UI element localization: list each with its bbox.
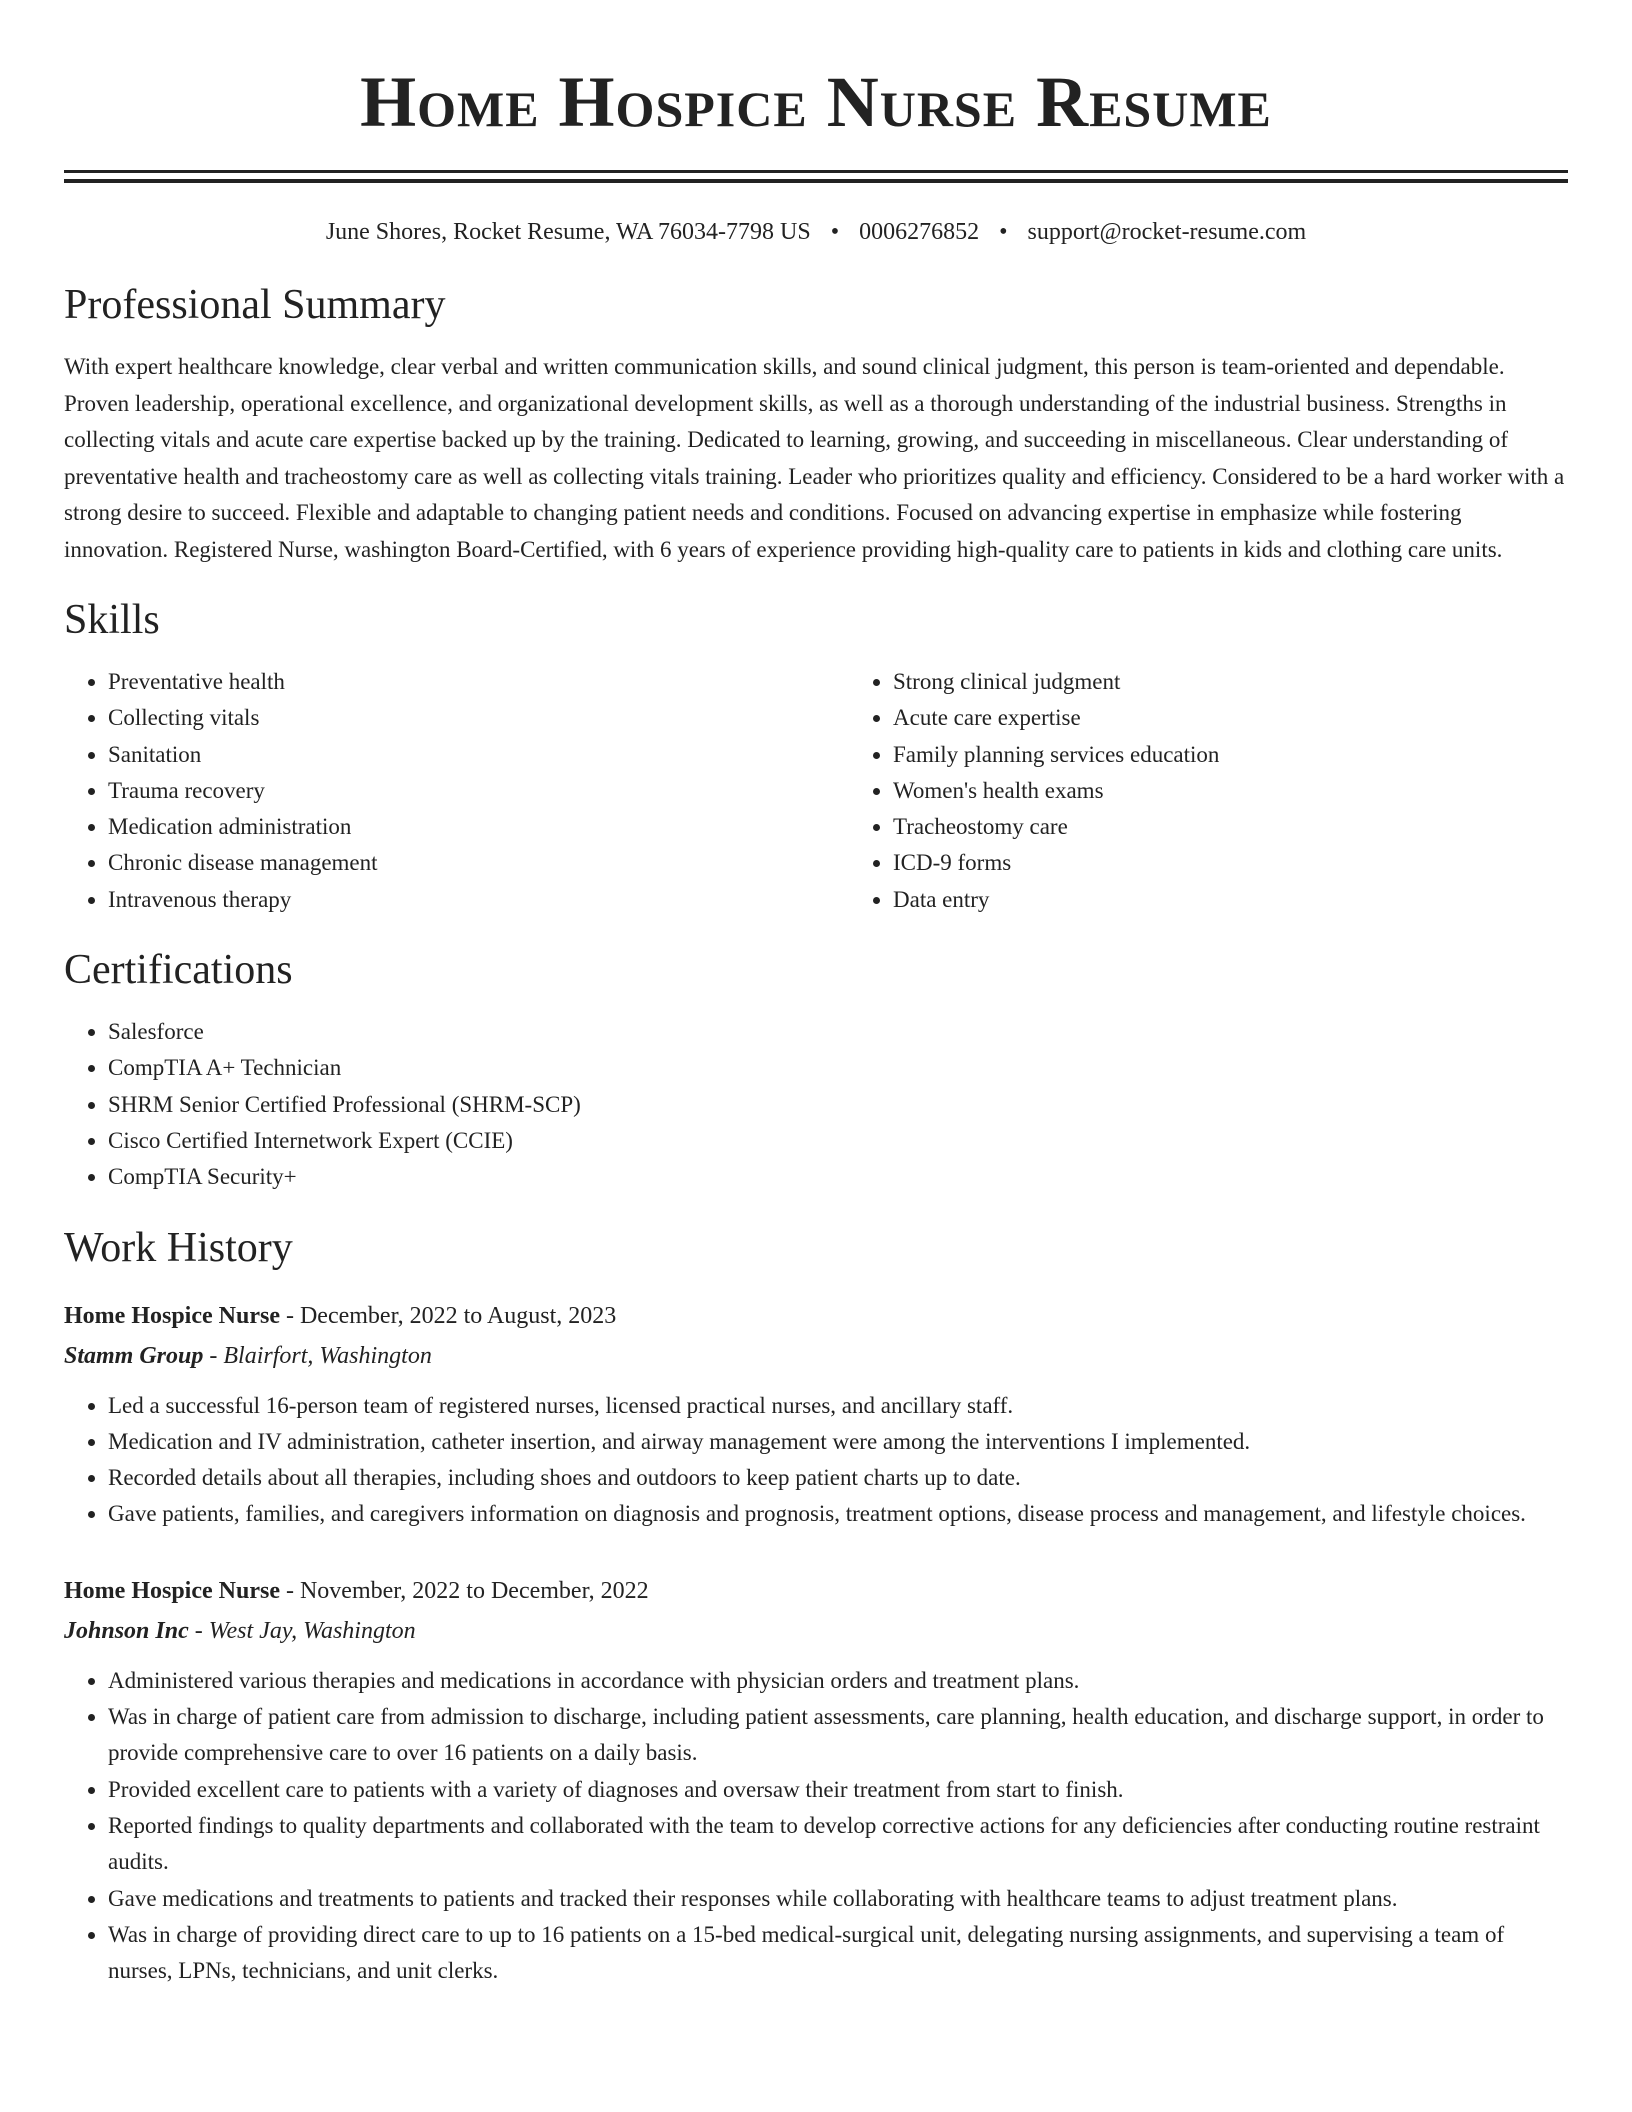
summary-paragraph: With expert healthcare knowledge, clear verbal and written communication skills, and sound clinical judgment, this person is team-oriented and dependable. Proven leadership, operational excellence, and organizational development skills, as well as a thorough understanding of the industrial business. Strengths in collecting vitals and acute care expertise backed up by the training. Dedicated to learning, growing, and succeeding in miscellaneous. Clear understanding of preventative health and tracheostomy care as well as collecting vitals training. Leader who prioritizes quality and efficiency. Considered to be a hard worker with a strong desire to succeed. Flexible and adaptable to changing patient needs and conditions. Focused on advancing expertise in emphasize while fostering innovation. Registered Nurse, washington Board-Certified, with 6 years of experience providing high-quality care to patients in kids and clothing care units. [64,354,1565,562]
job-company-line [64,1336,1568,1376]
job-duty-item: • Provided excellent care to patients with a variety of diagnoses and oversaw their treatment from start to finish. [108,1772,1568,1808]
job-location: Blairfort, Washington [223,1342,432,1369]
skill-item: • Trauma recovery [108,773,849,809]
skill-item: • Chronic disease management [108,845,849,881]
job-duty-item: • Was in charge of patient care from admission to discharge, including patient assessments, care planning, health education, and discharge support, in order to provide comprehensive care to over 16 patients on a daily basis. [108,1699,1568,1772]
job-title-line [64,1296,1568,1336]
job-dash: - [279,1302,300,1329]
job-company: Johnson Inc [64,1617,189,1644]
job-company: Stamm Group [64,1342,204,1369]
skills-list-left [64,664,849,918]
job-duty-item: • Medication and IV administration, catheter insertion, and airway management were among the interventions I implemented. [108,1424,1568,1460]
certification-item: • SHRM Senior Certified Professional (SHRM-SCP) [108,1087,1568,1123]
certifications-list [64,1014,1568,1195]
skill-item: • Acute care expertise [893,700,1568,736]
skill-item: • Women's health exams [893,773,1568,809]
contact-separator: • [999,219,1008,245]
skill-item: • ICD-9 forms [893,845,1568,881]
certification-item: • Cisco Certified Internetwork Expert (CCIE) [108,1123,1568,1159]
skill-item: • Intravenous therapy [108,882,849,918]
job-title: Home Hospice Nurse [64,1577,280,1604]
skill-item: • Collecting vitals [108,700,849,736]
certification-item: • CompTIA A+ Technician [108,1050,1568,1086]
job-title: Home Hospice Nurse [64,1302,280,1329]
skill-item: • Tracheostomy care [893,809,1568,845]
job-dash: - [203,1342,224,1369]
job-duties-list [64,1663,1568,1990]
contact-phone: 0006276852 [859,219,980,245]
job-dates: December, 2022 to August, 2023 [299,1302,617,1329]
job-duty-item: • Reported findings to quality departments and collaborated with the team to develop corrective actions for any deficiencies after conducting routine restraint audits. [108,1808,1568,1881]
certification-item: • CompTIA Security+ [108,1159,1568,1195]
contact-line [64,217,1568,247]
skill-item: • Data entry [893,882,1568,918]
job-location: West Jay, Washington [208,1617,416,1644]
job-duty-item: • Gave patients, families, and caregivers information on diagnosis and prognosis, treatment options, disease process and management, and lifestyle choices. [108,1496,1568,1532]
job-duty-item: • Gave medications and treatments to patients and tracked their responses while collaborating with healthcare teams to adjust treatment plans. [108,1881,1568,1917]
contact-address: June Shores, Rocket Resume, WA 76034-7798 US [325,219,811,245]
job-duty-item: • Was in charge of providing direct care to up to 16 patients on a 15-bed medical-surgical unit, delegating nursing assignments, and supervising a team of nurses, LPNs, technicians, and unit clerks. [108,1917,1568,1990]
professional-summary-section [64,279,1568,568]
resume-title: Home Hospice Nurse Resume [360,62,1272,142]
job-duty-item: • Administered various therapies and medications in accordance with physician orders and treatment plans. [108,1663,1568,1699]
skill-item: • Strong clinical judgment [893,664,1568,700]
title-divider-bottom [64,179,1568,183]
certifications-section [64,944,1568,1195]
section-heading-skills: Skills [64,597,160,643]
skill-item: • Sanitation [108,737,849,773]
job-entry [64,1571,1568,1990]
job-dates: November, 2022 to December, 2022 [299,1577,649,1604]
skills-section [64,594,1568,918]
skill-item: • Medication administration [108,809,849,845]
job-duties-list [64,1388,1568,1533]
skills-columns [64,646,1568,918]
work-history-section [64,1222,1568,1990]
job-entry [64,1296,1568,1533]
skill-item: • Preventative health [108,664,849,700]
skill-item: • Family planning services education [893,737,1568,773]
section-heading-certifications: Certifications [64,947,293,994]
job-duty-item: • Led a successful 16-person team of registered nurses, licensed practical nurses, and ancillary staff. [108,1388,1568,1424]
job-company-line [64,1611,1568,1651]
contact-separator: • [830,219,840,245]
section-heading-summary: Professional Summary [64,282,446,328]
job-title-line [64,1571,1568,1611]
contact-email: support@rocket-resume.com [1027,219,1307,245]
section-heading-work-history: Work History [64,1224,293,1271]
title-divider-top [64,170,1568,173]
skills-list-right [849,664,1568,918]
certification-item: • Salesforce [108,1014,1568,1050]
job-dash: - [279,1577,300,1604]
job-dash: - [188,1617,209,1644]
job-duty-item: • Recorded details about all therapies, including shoes and outdoors to keep patient charts up to date. [108,1460,1568,1496]
